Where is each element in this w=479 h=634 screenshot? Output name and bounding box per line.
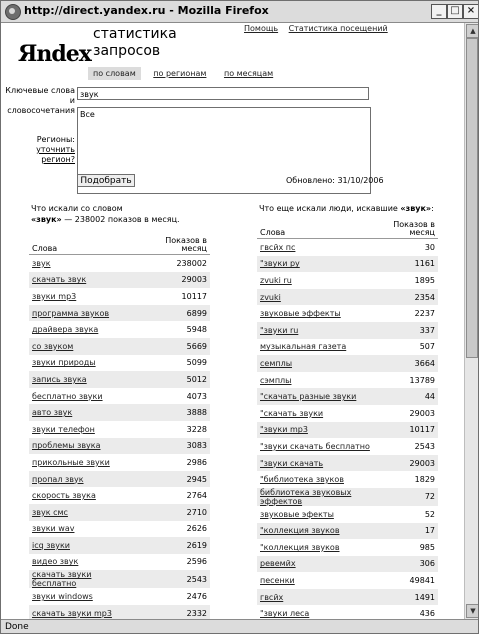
right-column-title <box>259 203 434 214</box>
keyword-link[interactable]: "коллекция звуков <box>257 523 373 540</box>
table-row <box>257 422 438 439</box>
keyword-link[interactable]: гвсйх <box>257 589 373 606</box>
table-row <box>257 305 438 322</box>
tabs <box>88 67 283 80</box>
table-row <box>29 255 210 272</box>
impressions-count: 29003 <box>373 455 438 472</box>
keyword-link[interactable]: icq звуки <box>29 537 137 554</box>
scroll-down-icon[interactable]: ▼ <box>466 604 479 618</box>
left-title-line2 <box>31 214 180 225</box>
table-row <box>29 504 210 521</box>
keyword-link[interactable]: проблемы звука <box>29 438 137 455</box>
table-row <box>257 506 438 523</box>
impressions-count: 4073 <box>186 391 207 401</box>
keyword-link[interactable]: драйвера звука <box>32 325 99 335</box>
keyword-link[interactable]: "звуки леса <box>260 609 310 619</box>
impressions-count: 1161 <box>373 256 438 273</box>
column-header-words: Слова <box>29 235 137 255</box>
table-row <box>257 289 438 306</box>
table-row <box>257 339 438 356</box>
regions-label-block <box>3 135 75 165</box>
right-title-text: Что еще искали люди, искавшие <box>259 204 398 213</box>
table-row <box>257 605 438 619</box>
table-row <box>29 321 210 338</box>
status-bar: Done <box>1 619 478 633</box>
keyword-link[interactable]: видео звук <box>32 557 79 567</box>
impressions-count: 49841 <box>409 576 435 586</box>
table-row <box>257 438 438 455</box>
keyword-link[interactable]: zvuki <box>257 289 373 306</box>
keyword-link[interactable]: авто звук <box>29 404 137 421</box>
impressions-count: 3664 <box>373 355 438 372</box>
table-row <box>257 355 438 372</box>
impressions-count: 2543 <box>414 441 435 451</box>
column-header-count: Показов в месяц <box>137 235 210 255</box>
table-row <box>257 572 438 589</box>
keyword-link[interactable]: звуковые эфекты <box>260 509 334 519</box>
impressions-count: 436 <box>419 609 435 619</box>
impressions-count: 72 <box>373 488 438 506</box>
impressions-count: 10117 <box>373 422 438 439</box>
scrollbar-thumb[interactable] <box>466 38 478 358</box>
impressions-count: 3888 <box>137 404 210 421</box>
keyword-link[interactable]: скорость звука <box>32 491 96 501</box>
table-row <box>29 438 210 455</box>
left-keywords-table <box>29 235 210 619</box>
yandex-logo[interactable]: Яndex <box>18 41 91 67</box>
impressions-count: 3083 <box>137 438 210 455</box>
impressions-count: 5669 <box>137 338 210 355</box>
impressions-count: 1491 <box>373 589 438 606</box>
maximize-button[interactable]: □ <box>447 4 463 19</box>
keyword-link[interactable]: "звуки mp3 <box>257 422 373 439</box>
keyword-link[interactable]: звук смс <box>29 504 137 521</box>
page-title: статистика запросов <box>93 26 177 59</box>
table-row <box>29 355 210 372</box>
table-row <box>29 471 210 488</box>
scroll-up-icon[interactable]: ▲ <box>466 24 479 38</box>
impressions-count: 5948 <box>186 325 207 335</box>
title-bar <box>1 1 478 23</box>
firefox-icon <box>5 4 21 20</box>
impressions-count: 2476 <box>186 592 207 602</box>
table-row <box>29 487 210 504</box>
impressions-count: 17 <box>373 523 438 540</box>
keyword-link[interactable]: "скачать звуки <box>260 408 324 418</box>
table-row <box>29 388 210 405</box>
impressions-count: 985 <box>419 542 435 552</box>
impressions-count: 44 <box>373 388 438 405</box>
keyword-link[interactable]: программа звуков <box>29 305 137 322</box>
regions-label: Регионы: <box>36 135 75 144</box>
table-row <box>257 239 438 256</box>
keyword-link[interactable]: сэмплы <box>260 375 292 385</box>
impressions-count: 29003 <box>409 408 435 418</box>
left-title-keyword: «звук» <box>31 215 62 224</box>
updated-date: Обновлено: 31/10/2006 <box>286 176 384 185</box>
table-row <box>29 454 210 471</box>
table-header <box>29 235 210 255</box>
keyword-link[interactable]: "библиотека звуков <box>260 475 344 485</box>
keyword-link[interactable]: "скачать разные звуки <box>257 388 373 405</box>
keyword-link[interactable]: скачать звук <box>29 272 137 289</box>
keyword-link[interactable]: звуки природы <box>32 358 96 368</box>
table-row <box>29 605 210 619</box>
table-row <box>257 388 438 405</box>
table-row <box>257 405 438 422</box>
keyword-link[interactable]: "звуки скачать <box>257 455 373 472</box>
impressions-count: 5099 <box>186 358 207 368</box>
refine-region-link[interactable]: уточнить регион? <box>36 145 75 164</box>
right-keywords-table <box>257 219 438 619</box>
table-row <box>29 537 210 554</box>
left-title-rest: — 238002 показов в месяц. <box>61 215 180 224</box>
keyword-link[interactable]: звуки mp3 <box>32 291 77 301</box>
keyword-link[interactable]: zvuki ru <box>260 275 292 285</box>
tab-by-regions[interactable]: по регионам <box>153 69 207 78</box>
keyword-link[interactable]: семплы <box>257 355 373 372</box>
table-row <box>257 523 438 540</box>
table-row <box>29 570 210 588</box>
close-button[interactable]: × <box>463 4 479 19</box>
table-row <box>29 421 210 438</box>
impressions-count: 337 <box>373 322 438 339</box>
impressions-count: 238002 <box>176 258 207 268</box>
keyword-link[interactable]: звук <box>32 258 51 268</box>
keyword-link[interactable]: звуки windows <box>32 592 93 602</box>
table-row <box>257 589 438 606</box>
table-row <box>257 455 438 472</box>
table-row <box>257 539 438 556</box>
table-row <box>257 471 438 488</box>
keyword-link[interactable]: библиотека звуковых эффектов <box>257 488 373 506</box>
keywords-input[interactable]: звук <box>77 87 369 100</box>
impressions-count: 5012 <box>137 371 210 388</box>
impressions-count: 2764 <box>186 491 207 501</box>
impressions-count: 2710 <box>137 504 210 521</box>
impressions-count: 2596 <box>186 557 207 567</box>
keyword-link[interactable]: бесплатно звуки <box>32 391 103 401</box>
impressions-count: 30 <box>424 242 435 252</box>
impressions-count: 6899 <box>137 305 210 322</box>
right-title-keyword: «звук» <box>400 204 432 213</box>
top-links <box>244 24 396 33</box>
keyword-link[interactable]: со звуком <box>29 338 137 355</box>
keyword-link[interactable]: ревемйх <box>257 556 373 573</box>
table-row <box>29 371 210 388</box>
keyword-link[interactable]: "звуки ru <box>257 322 373 339</box>
keyword-link[interactable]: скачать звуки бесплатно <box>29 570 137 588</box>
table-row <box>29 288 210 305</box>
visit-stats-link[interactable]: Статистика посещений <box>288 24 388 33</box>
keyword-link[interactable]: прикольные звуки <box>32 457 110 467</box>
table-row <box>29 338 210 355</box>
impressions-count: 1829 <box>414 475 435 485</box>
impressions-count: 2237 <box>414 309 435 319</box>
table-row <box>29 554 210 571</box>
impressions-count: 507 <box>419 342 435 352</box>
table-row <box>257 322 438 339</box>
impressions-count: 13789 <box>409 375 435 385</box>
keyword-link[interactable]: "звуки скачать бесплатно <box>260 441 370 451</box>
impressions-count: 2332 <box>137 605 210 619</box>
keywords-label: Ключевые слова и словосочетания <box>5 86 75 115</box>
table-row <box>29 272 210 289</box>
impressions-count: 2986 <box>186 457 207 467</box>
column-header-words: Слова <box>257 219 373 239</box>
column-header-count: Показов в месяц <box>373 219 438 239</box>
keyword-link[interactable]: гвсйх пс <box>260 242 296 252</box>
table-row <box>257 272 438 289</box>
regions-box[interactable]: Все <box>77 107 371 194</box>
tab-by-months[interactable]: по месяцам <box>223 69 274 78</box>
help-link[interactable]: Помощь <box>244 24 279 33</box>
table-row <box>29 404 210 421</box>
keyword-link[interactable]: звуковые эффекты <box>260 309 341 319</box>
impressions-count: 1895 <box>414 275 435 285</box>
keyword-link[interactable]: звуки wav <box>32 524 75 534</box>
table-row <box>29 521 210 538</box>
impressions-count: 2354 <box>373 289 438 306</box>
minimize-button[interactable]: _ <box>431 4 447 19</box>
impressions-count: 2619 <box>137 537 210 554</box>
keyword-link[interactable]: запись звука <box>29 371 137 388</box>
table-row <box>257 372 438 389</box>
impressions-count: 3228 <box>186 424 207 434</box>
tab-by-words[interactable]: по словам <box>88 67 141 80</box>
left-column-title <box>31 203 180 225</box>
impressions-count: 2626 <box>186 524 207 534</box>
submit-button[interactable]: Подобрать <box>77 174 135 187</box>
table-row <box>257 256 438 273</box>
keyword-link[interactable]: музыкальная газета <box>260 342 347 352</box>
keyword-link[interactable]: "коллекция звуков <box>260 542 340 552</box>
left-title-line1: Что искали со словом <box>31 204 123 213</box>
impressions-count: 2945 <box>137 471 210 488</box>
vertical-scrollbar[interactable] <box>464 23 479 619</box>
right-title-rest: : <box>431 204 434 213</box>
impressions-count: 52 <box>424 509 435 519</box>
table-row <box>29 588 210 605</box>
keyword-link[interactable]: "звуки ру <box>257 256 373 273</box>
impressions-count: 29003 <box>137 272 210 289</box>
impressions-count: 10117 <box>181 291 207 301</box>
keyword-link[interactable]: песенки <box>260 576 295 586</box>
table-row <box>257 556 438 573</box>
table-row <box>29 305 210 322</box>
table-row <box>257 488 438 506</box>
keyword-link[interactable]: скачать звуки mp3 <box>29 605 137 619</box>
window-title: http://direct.yandex.ru - Mozilla Firefox <box>24 4 269 17</box>
keyword-link[interactable]: пропал звук <box>29 471 137 488</box>
impressions-count: 2543 <box>137 570 210 588</box>
keyword-link[interactable]: звуки телефон <box>32 424 95 434</box>
impressions-count: 306 <box>373 556 438 573</box>
table-header <box>257 219 438 239</box>
page-content <box>1 23 464 619</box>
